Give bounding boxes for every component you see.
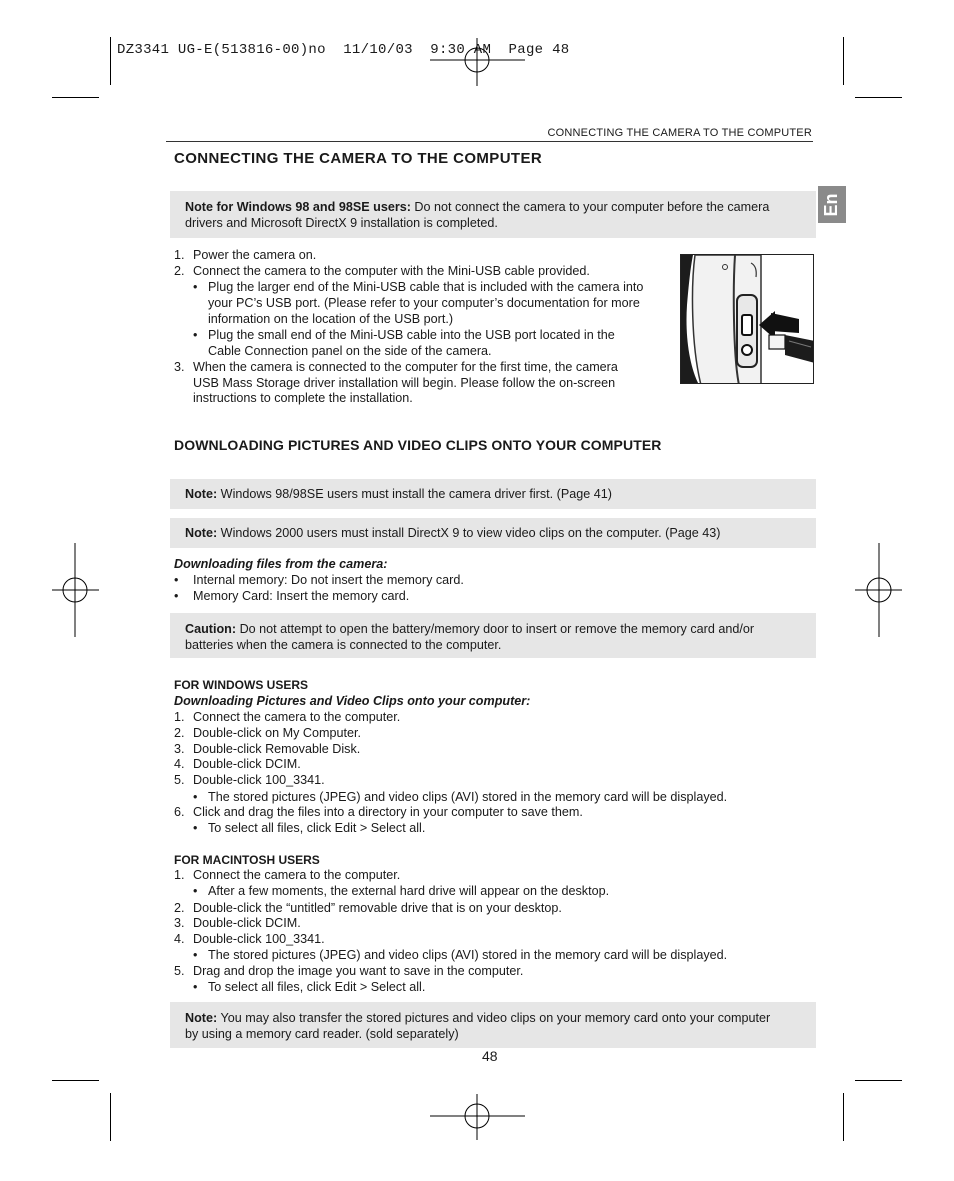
caution-label: Caution: [185, 622, 237, 636]
list-item: Connect the camera to the computer with the Mini-USB cable provided. [193, 264, 590, 278]
list-marker: • [193, 884, 198, 898]
list-item: Double-click 100_3341. [193, 773, 325, 787]
note-label: Note for Windows 98 and 98SE users: [185, 200, 411, 214]
camera-illustration [681, 255, 814, 384]
note-card-reader [170, 1002, 816, 1048]
note-text-line2: by using a memory card reader. (sold separately) [185, 1027, 459, 1041]
list-item: Double-click DCIM. [193, 757, 301, 771]
list-marker: 5. [174, 773, 185, 787]
note-windows98 [170, 191, 816, 238]
note-label: Note: [185, 526, 218, 540]
list-marker: • [193, 328, 198, 342]
language-tab [818, 186, 846, 223]
list-item: Memory Card: Insert the memory card. [193, 589, 410, 603]
note-text: Do not connect the camera to your computer before the camera [410, 200, 770, 214]
list-item: Cable Connection panel on the side of the camera. [208, 344, 492, 358]
list-item: When the camera is connected to the computer for the first time, the camera [193, 360, 618, 374]
list-marker: 3. [174, 360, 185, 374]
list-item: your PC’s USB port. (Please refer to your computer’s documentation for more [208, 296, 640, 310]
list-item: information on the location of the USB port.) [208, 312, 454, 326]
list-marker: 1. [174, 710, 185, 724]
section-title-downloading: DOWNLOADING PICTURES AND VIDEO CLIPS ONTO YOUR COMPUTER [174, 437, 662, 453]
note-label: Note: [185, 1011, 218, 1025]
list-marker: • [193, 980, 198, 994]
note-driver [170, 479, 816, 509]
list-item: To select all files, click Edit > Select all. [208, 980, 426, 994]
heading-macintosh-users: FOR MACINTOSH USERS [174, 853, 320, 867]
list-item: Double-click Removable Disk. [193, 742, 361, 756]
list-marker: 1. [174, 868, 185, 882]
list-item: To select all files, click Edit > Select all. [208, 821, 426, 835]
note-text-line2: drivers and Microsoft DirectX 9 installation is completed. [185, 216, 498, 230]
list-marker: 3. [174, 916, 185, 930]
note-label: Note: [185, 487, 218, 501]
list-item: Plug the small end of the Mini-USB cable into the USB port located in the [208, 328, 615, 342]
list-item: Click and drag the files into a directory in your computer to save them. [193, 805, 583, 819]
caution-text-line2: batteries when the camera is connected to the computer. [185, 638, 502, 652]
list-marker: • [174, 589, 179, 603]
list-marker: • [193, 790, 198, 804]
language-tab-label: En [821, 193, 841, 217]
list-marker: • [193, 948, 198, 962]
running-head: CONNECTING THE CAMERA TO THE COMPUTER [547, 127, 812, 139]
list-marker: • [193, 821, 198, 835]
caution-box [170, 613, 816, 658]
list-item: The stored pictures (JPEG) and video clips (AVI) stored in the memory card will be displayed. [208, 790, 728, 804]
list-marker: 2. [174, 726, 185, 740]
list-item: After a few moments, the external hard drive will appear on the desktop. [208, 884, 610, 898]
subheading-downloading-files: Downloading files from the camera: [174, 557, 388, 571]
list-marker: 1. [174, 248, 185, 262]
subheading-windows-download: Downloading Pictures and Video Clips onto your computer: [174, 694, 531, 708]
list-item: Double-click 100_3341. [193, 932, 325, 946]
note-directx [170, 518, 816, 548]
header-rule [166, 141, 813, 142]
list-item: Double-click on My Computer. [193, 726, 361, 740]
list-marker: 5. [174, 964, 185, 978]
list-marker: 4. [174, 932, 185, 946]
list-item: Double-click DCIM. [193, 916, 301, 930]
list-item: instructions to complete the installation. [193, 391, 413, 405]
page-number: 48 [482, 1048, 498, 1064]
list-item: Power the camera on. [193, 248, 317, 262]
list-marker: 6. [174, 805, 185, 819]
list-marker: • [193, 280, 198, 294]
caution-text: Do not attempt to open the battery/memory door to insert or remove the memory card and/or [236, 622, 755, 636]
list-marker: 3. [174, 742, 185, 756]
list-marker: 4. [174, 757, 185, 771]
list-item: Connect the camera to the computer. [193, 710, 401, 724]
list-item: Double-click the “untitled” removable drive that is on your desktop. [193, 901, 562, 915]
note-text: You may also transfer the stored pictures and video clips on your memory card onto your computer [217, 1011, 771, 1025]
heading-windows-users: FOR WINDOWS USERS [174, 678, 308, 692]
list-item: USB Mass Storage driver installation will begin. Please follow the on-screen [193, 376, 616, 390]
list-item: The stored pictures (JPEG) and video clips (AVI) stored in the memory card will be displayed. [208, 948, 728, 962]
list-item: Internal memory: Do not insert the memory card. [193, 573, 464, 587]
note-text: Windows 98/98SE users must install the camera driver first. (Page 41) [217, 487, 612, 501]
list-item: Plug the larger end of the Mini-USB cable that is included with the camera into [208, 280, 644, 294]
list-marker: 2. [174, 901, 185, 915]
list-item: Connect the camera to the computer. [193, 868, 401, 882]
list-marker: 2. [174, 264, 185, 278]
section-title-connecting: CONNECTING THE CAMERA TO THE COMPUTER [174, 150, 543, 167]
camera-usb-photo [680, 254, 814, 384]
print-slug: DZ3341 UG-E(513816-00)no 11/10/03 9:30 AM Page 48 [117, 42, 570, 58]
list-item: Drag and drop the image you want to save in the computer. [193, 964, 524, 978]
list-marker: • [174, 573, 179, 587]
note-text: Windows 2000 users must install DirectX 9 to view video clips on the computer. (Page 43) [217, 526, 721, 540]
